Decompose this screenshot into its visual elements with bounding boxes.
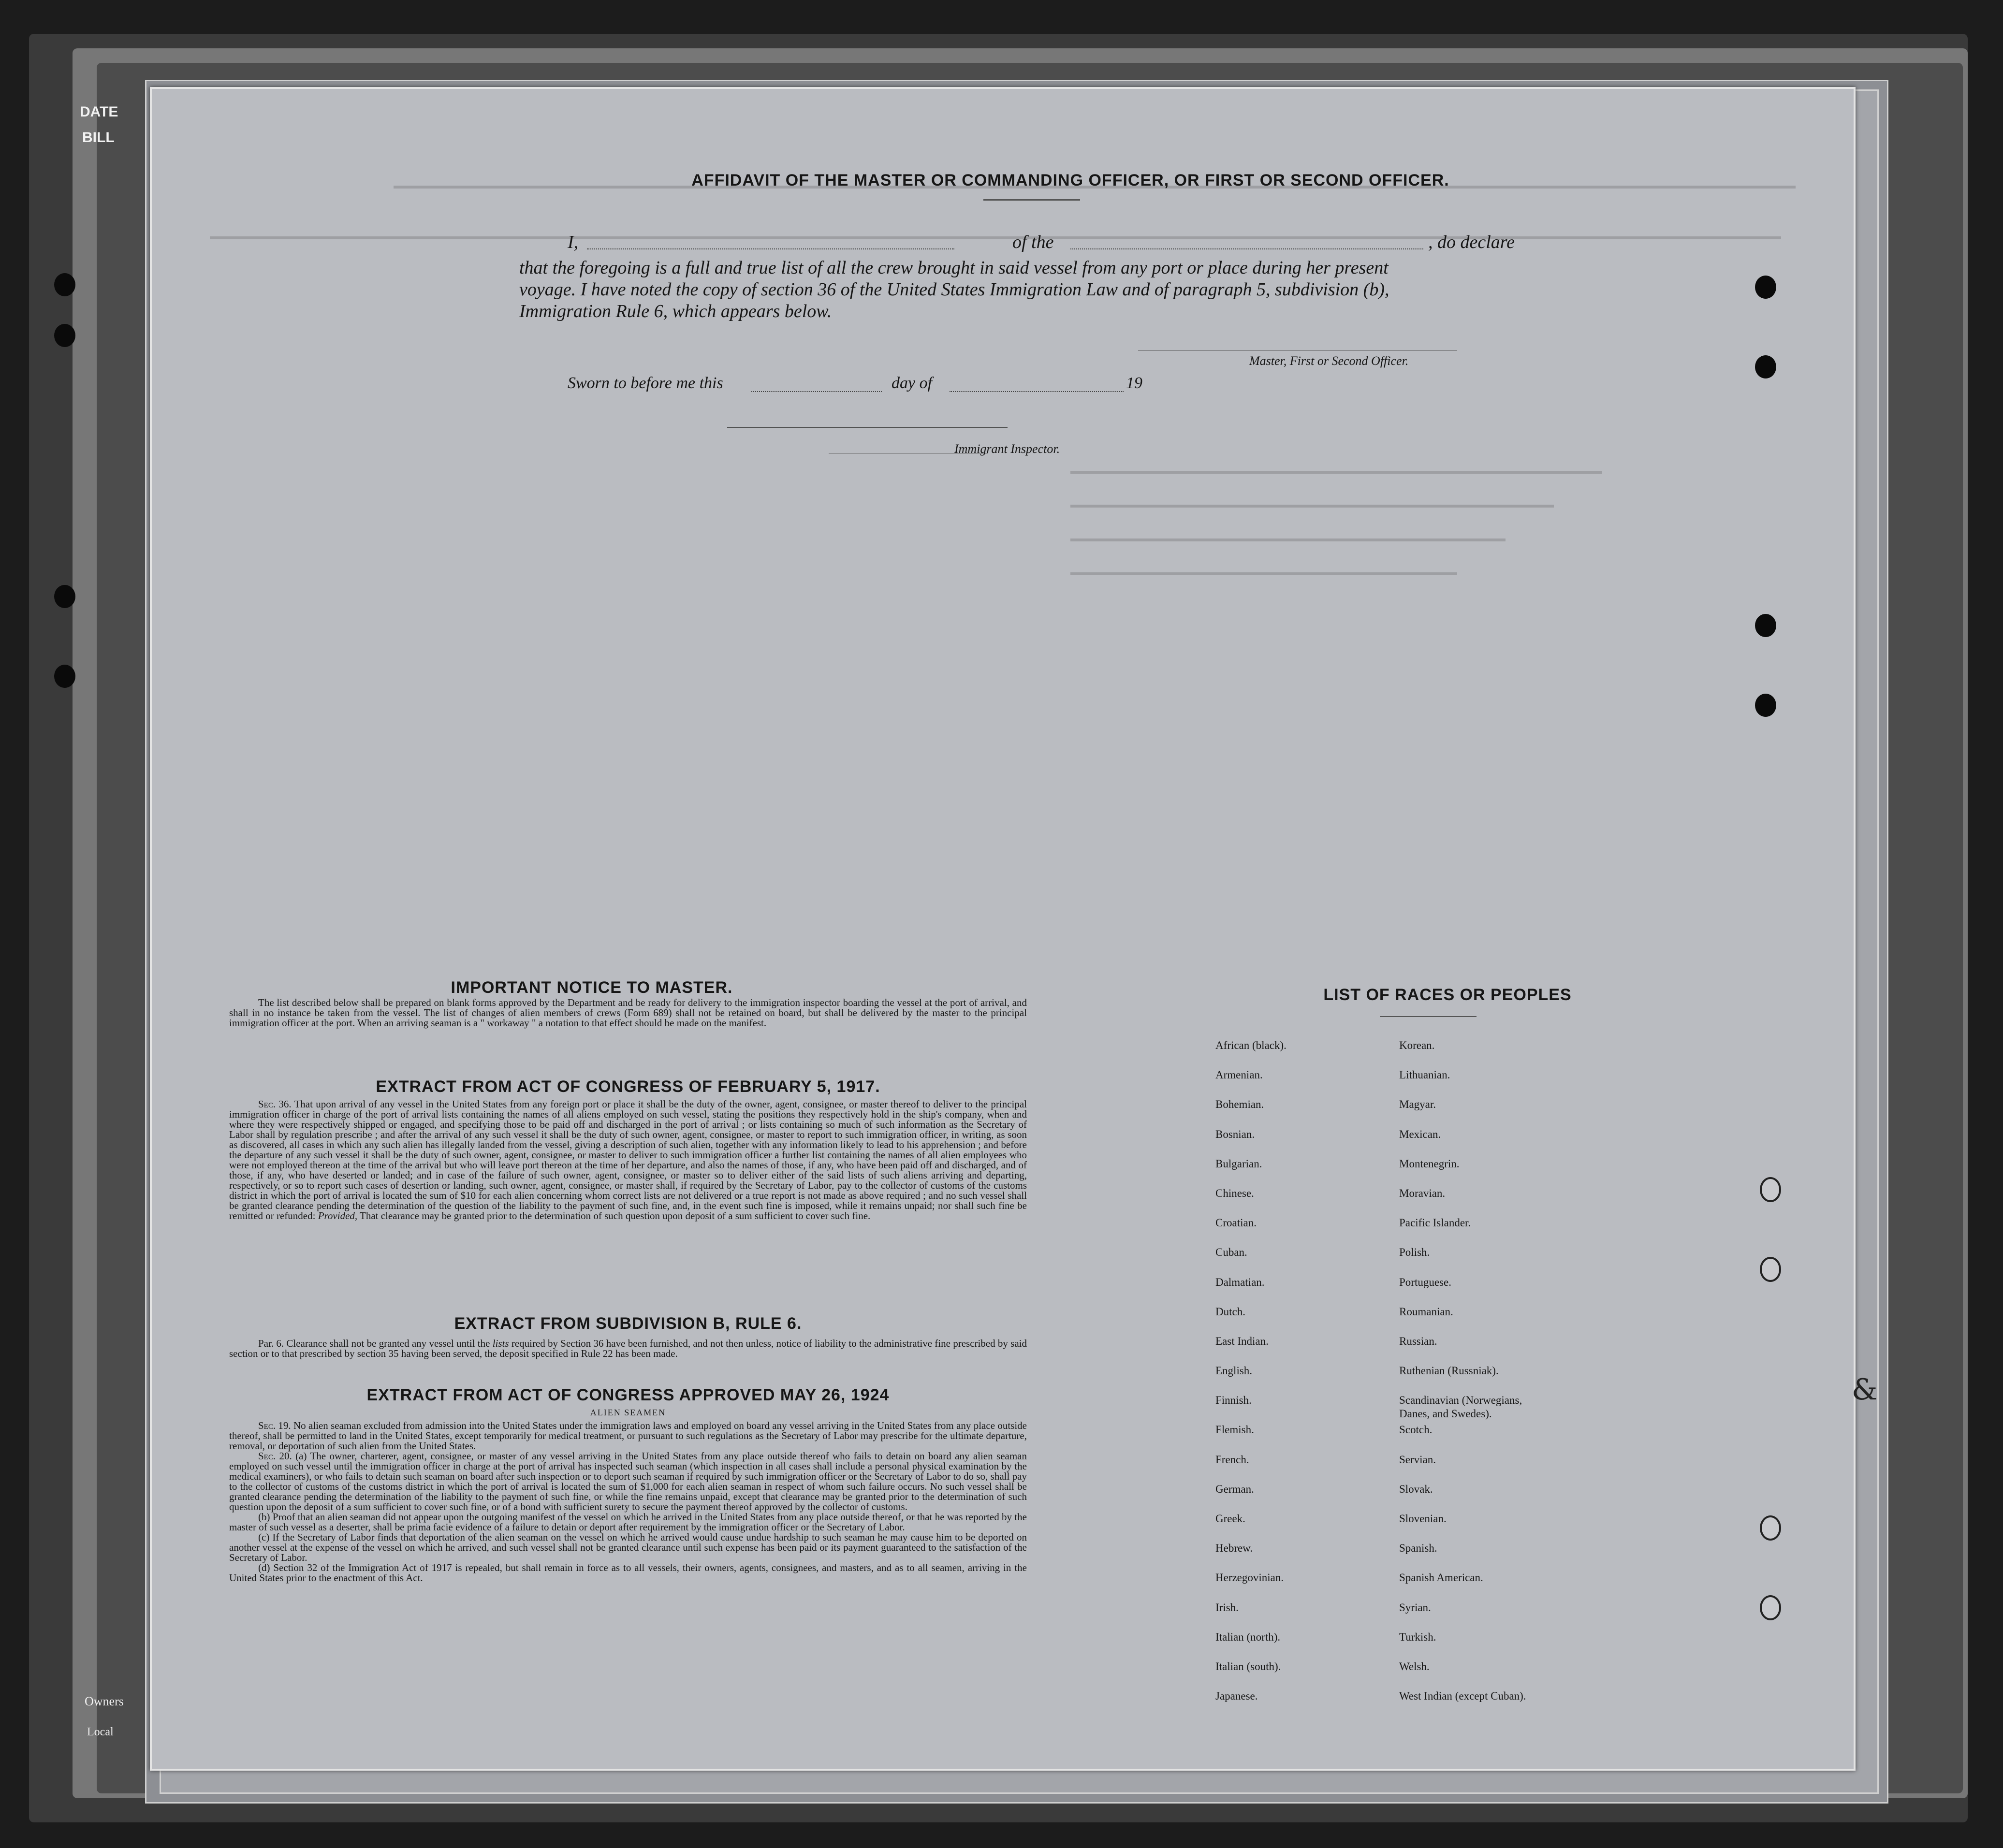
sec-20d-text: (d) Section 32 of the Immigration Act of 1917 is repealed, but shall remain in force as to all vessels, their owners, agents, consignees, and masters, and as to all seamen, arriving in the United States prior to the enactment of this Act. <box>229 1562 1027 1584</box>
affidavit-line-4: Immigration Rule 6, which appears below. <box>519 301 832 321</box>
race-entry: Croatian. <box>1215 1217 1257 1229</box>
bleed-through-line <box>1070 471 1602 474</box>
punch-hole <box>1755 694 1776 717</box>
punch-hole <box>54 585 75 608</box>
lists-word: lists <box>492 1338 509 1349</box>
race-entry: Italian (north). <box>1215 1630 1281 1643</box>
race-entry: Moravian. <box>1399 1187 1446 1199</box>
background-label-bill: BILL <box>82 130 115 146</box>
punch-hole <box>54 273 75 296</box>
race-entry: Montenegrin. <box>1399 1157 1460 1170</box>
race-entry: Greek. <box>1215 1513 1245 1525</box>
day-blank[interactable] <box>751 391 882 392</box>
sec-19-label: Sec. 19. <box>258 1420 291 1431</box>
race-entry: Dalmatian. <box>1215 1276 1265 1288</box>
sec-36-end: That clearance may be granted prior to the determination of such question upon deposit of a sum sufficient to cover such fine. <box>360 1210 871 1222</box>
par-6-text-b: required by Section 36 have been furnished, and not then unless, notice of liability to the administrative fine prescribed by said section or to that prescribed by section 35 having been served, the deposit specified in Rule 22 has been made. <box>229 1338 1027 1359</box>
bleed-through-line <box>1070 572 1457 575</box>
race-entry: Mexican. <box>1399 1128 1441 1140</box>
sworn-prefix: Sworn to before me this <box>568 374 723 392</box>
affidavit-line-3: voyage. I have noted the copy of section 36 of the United States Immigration Law and of paragraph 5, subdivision (b), <box>519 279 1389 300</box>
punch-hole <box>54 665 75 688</box>
race-entry: Korean. <box>1399 1039 1435 1051</box>
affidavit-of-the: of the <box>1012 232 1054 252</box>
race-entry: Spanish American. <box>1399 1572 1483 1584</box>
signer-label: Master, First or Second Officer. <box>1249 354 1409 368</box>
extract-1917-body <box>229 1099 1027 1221</box>
par-6-text-a: Clearance shall not be granted any vessel until the <box>286 1338 490 1349</box>
notice-paragraph: The list described below shall be prepared on blank forms approved by the Department and be ready for delivery to the immigration inspector boarding the vessel at the port of arrival, and shall in no instance be taken from the vessel. The list of changes of alien members of crews (Form 689) shall not be retained on board, but shall be delivered by the master to the principal immigration officer at the port. When an arriving seaman is a " workaway " a notation to that effect should be made on the manifest. <box>229 997 1027 1029</box>
handwritten-mark: & <box>1852 1373 1878 1407</box>
race-entry: English. <box>1215 1365 1253 1377</box>
provided-word: Provided, <box>318 1210 358 1222</box>
race-entry: French. <box>1215 1453 1249 1466</box>
bleed-through-line <box>210 236 1781 239</box>
punch-hole <box>54 324 75 347</box>
race-entry: Spanish. <box>1399 1542 1437 1555</box>
manifest-page <box>150 87 1856 1771</box>
sec-20a-text: (a) The owner, charterer, agent, consignee, or master of any vessel arriving in the United States from any place outside thereof who fails to detain on board any alien seaman employed on such vessel until the immigration officer in charge at the port of arrival has inspected such seaman (which inspection in all cases shall include a personal physical examination by the medical examiners), or who fails to detain such seaman on board after such inspection or to deport such seaman if required by such immigration officer or the Secretary of Labor to do so, shall pay to the collector of customs of the customs district in which the port of arrival is located the sum of $1,000 for each alien seaman in respect of whom such failure occurs. No such vessel shall be granted clearance pending the determination of the liability to the payment of such fine, or while the fine remains unpaid, except that clearance may be granted prior to the determination of such question upon the deposit of a sum sufficient to cover such fine, or of a bond with sufficient surety to secure the payment thereof approved by the collector of customs. <box>229 1450 1027 1513</box>
punch-hole <box>1755 276 1776 299</box>
race-entry: Portuguese. <box>1399 1276 1451 1288</box>
race-entry: Slovenian. <box>1399 1513 1447 1525</box>
day-of: day of <box>892 374 933 392</box>
race-entry: Scotch. <box>1399 1424 1433 1436</box>
race-entry: Japanese. <box>1215 1690 1258 1702</box>
inspector-line-1[interactable] <box>727 427 1008 428</box>
races-right-column <box>1399 1039 1641 1719</box>
race-entry: East Indian. <box>1215 1335 1269 1347</box>
race-entry: Lithuanian. <box>1399 1069 1450 1081</box>
races-title: LIST OF RACES OR PEOPLES <box>1323 986 1572 1004</box>
punch-hole-ring <box>1760 1177 1781 1202</box>
race-entry: Russian. <box>1399 1335 1437 1347</box>
affidavit-line-2: that the foregoing is a full and true list of all the crew brought in said vessel from any port or place during her present <box>519 258 1389 278</box>
affidavit-title: AFFIDAVIT OF THE MASTER OR COMMANDING OFFICER, OR FIRST OR SECOND OFFICER. <box>691 171 1449 189</box>
race-entry: Chinese. <box>1215 1187 1254 1199</box>
race-entry: Italian (south). <box>1215 1660 1281 1673</box>
race-entry: Bulgarian. <box>1215 1157 1262 1170</box>
race-entry: Servian. <box>1399 1453 1436 1466</box>
extract-rule6-body <box>229 1339 1027 1359</box>
notice-body <box>229 998 1027 1028</box>
race-entry: Flemish. <box>1215 1424 1254 1436</box>
name-blank[interactable] <box>587 248 954 249</box>
background-label-local: Local <box>87 1726 114 1738</box>
sec-20-label: Sec. 20. <box>258 1450 292 1462</box>
race-entry: Finnish. <box>1215 1394 1252 1407</box>
race-entry: Herzegovinian. <box>1215 1572 1284 1584</box>
punch-hole <box>1755 614 1776 637</box>
extract-1917-title: EXTRACT FROM ACT OF CONGRESS OF FEBRUARY 5, 1917. <box>376 1077 880 1096</box>
month-blank[interactable] <box>950 391 1124 392</box>
punch-hole-ring <box>1760 1595 1781 1620</box>
race-entry: Syrian. <box>1399 1601 1431 1614</box>
race-entry: Armenian. <box>1215 1069 1263 1081</box>
inspector-label: Immigrant Inspector. <box>954 442 1060 456</box>
race-entry: Cuban. <box>1215 1246 1247 1259</box>
background-label-owners: Owners <box>85 1694 124 1708</box>
sec-36-label: Sec. 36. <box>258 1098 292 1110</box>
punch-hole <box>1755 355 1776 378</box>
race-entry: Magyar. <box>1399 1098 1436 1111</box>
extract-1924-subtitle: ALIEN SEAMEN <box>590 1408 666 1417</box>
affidavit-declare: , do declare <box>1428 232 1515 252</box>
extract-1924-body <box>229 1421 1027 1583</box>
notice-title: IMPORTANT NOTICE TO MASTER. <box>451 978 733 997</box>
race-entry: Roumanian. <box>1399 1305 1453 1318</box>
punch-hole-ring <box>1760 1257 1781 1282</box>
race-entry: Welsh. <box>1399 1660 1430 1673</box>
sec-20c-text: (c) If the Secretary of Labor finds that deportation of the alien seaman on the vessel on which he arrived would cause undue hardship to such seaman he may cause him to be deported on another vessel at the expense of the vessel on which he arrived, and such vessel shall not be granted clearance until such expense has been paid or its payment guaranteed to the satisfaction of the Secretary of Labor. <box>229 1531 1027 1563</box>
year-prefix: 19 <box>1126 374 1142 392</box>
extract-1924-title: EXTRACT FROM ACT OF CONGRESS APPROVED MAY 26, 1924 <box>366 1386 890 1404</box>
bleed-through-heading <box>394 174 402 209</box>
affidavit-i: I, <box>568 232 579 252</box>
race-entry: Hebrew. <box>1215 1542 1253 1555</box>
race-entry: Turkish. <box>1399 1630 1436 1643</box>
bleed-through-line <box>1070 505 1554 508</box>
background-label-date: DATE <box>80 104 118 120</box>
race-entry: Polish. <box>1399 1246 1430 1259</box>
race-entry: Ruthenian (Russniak). <box>1399 1365 1499 1377</box>
par-6-label: Par. 6. <box>258 1338 284 1349</box>
races-underline <box>1380 1016 1477 1017</box>
sec-20b-text: (b) Proof that an alien seaman did not appear upon the outgoing manifest of the vessel on which he arrived in the United States from any place outside thereof, or that he was reported by the master of such vessel as a deserter, shall be prima facie evidence of a failure to detain or deport after requirement by the immigration officer or the Secretary of Labor. <box>229 1511 1027 1533</box>
sec-36-text: That upon arrival of any vessel in the United States from any foreign port or place it shall be the duty of the owner, agent, consignee, or master thereof to deliver to the principal immigration officer in charge of the port of arrival lists containing the names of all aliens employed on such vessel, stating the positions they respectively hold in the ship's company, when and where they were respectively shipped or engaged, and specifying those to be paid off and discharged in the port of arrival ; or lists containing so much of such information as the Secretary of Labor shall by regulation prescribe ; and after the arrival of any such vessel it shall be the duty of such owner, agent, consignee, or master to report to such immigration officer, in writing, as soon as discovered, all cases in which any such alien has illegally landed from the vessel, giving a description of such alien, together with any information likely to lead to his apprehension ; and before the departure of any such vessel it shall be the duty of such owner, agent, consignee, or master to deliver to such immigration officer a further list containing the names of all alien employees who were not employed thereon at the time of the arrival but who will leave port thereon at the time of her departure, and also the names of those, if any, who have been paid off and discharged, and of those, if any, who have deserted or landed; and in case of the failure of such owner, agent, consignee, or master so to deliver either of the said lists of such aliens arriving and departing, respectively, or so to report such cases of desertion or landing, such owner, agent, consignee, or master shall, if required by the Secretary of Labor, pay to the collector of customs of the customs district in which the port of arrival is located the sum of $10 for each alien concerning whom correct lists are not delivered or a true report is not made as above required ; and no such vessel shall be granted clearance pending the determination of the question of the liability to the payment of such fine, and, in the event such fine is imposed, while it remains unpaid; nor shall such fine be remitted or refunded: <box>229 1098 1027 1222</box>
race-entry: Dutch. <box>1215 1305 1245 1318</box>
race-entry: Scandinavian (Norwegians, Danes, and Swedes). <box>1399 1394 1522 1420</box>
races-left-column <box>1215 1039 1399 1719</box>
punch-hole-ring <box>1760 1515 1781 1541</box>
race-entry: African (black). <box>1215 1039 1287 1051</box>
sec-19-text: No alien seaman excluded from admission into the United States under the immigration laws and employed on board any vessel arriving in the United States from any place outside thereof, shall be permitted to land in the United States, except temporarily for medical treatment, or pursuant to such regulations as the Secretary of Labor may prescribe for the ultimate departure, removal, or deportation of such alien from the United States. <box>229 1420 1027 1452</box>
race-entry: Pacific Islander. <box>1399 1217 1471 1229</box>
vessel-blank[interactable] <box>1070 248 1423 249</box>
race-entry: Slovak. <box>1399 1483 1433 1495</box>
race-entry: West Indian (except Cuban). <box>1399 1690 1526 1702</box>
race-entry: Bohemian. <box>1215 1098 1264 1111</box>
extract-rule6-title: EXTRACT FROM SUBDIVISION B, RULE 6. <box>454 1314 802 1333</box>
race-entry: Bosnian. <box>1215 1128 1255 1140</box>
bleed-through-line <box>1070 538 1506 541</box>
race-entry: German. <box>1215 1483 1254 1495</box>
race-entry: Irish. <box>1215 1601 1239 1614</box>
title-underline <box>983 199 1080 201</box>
